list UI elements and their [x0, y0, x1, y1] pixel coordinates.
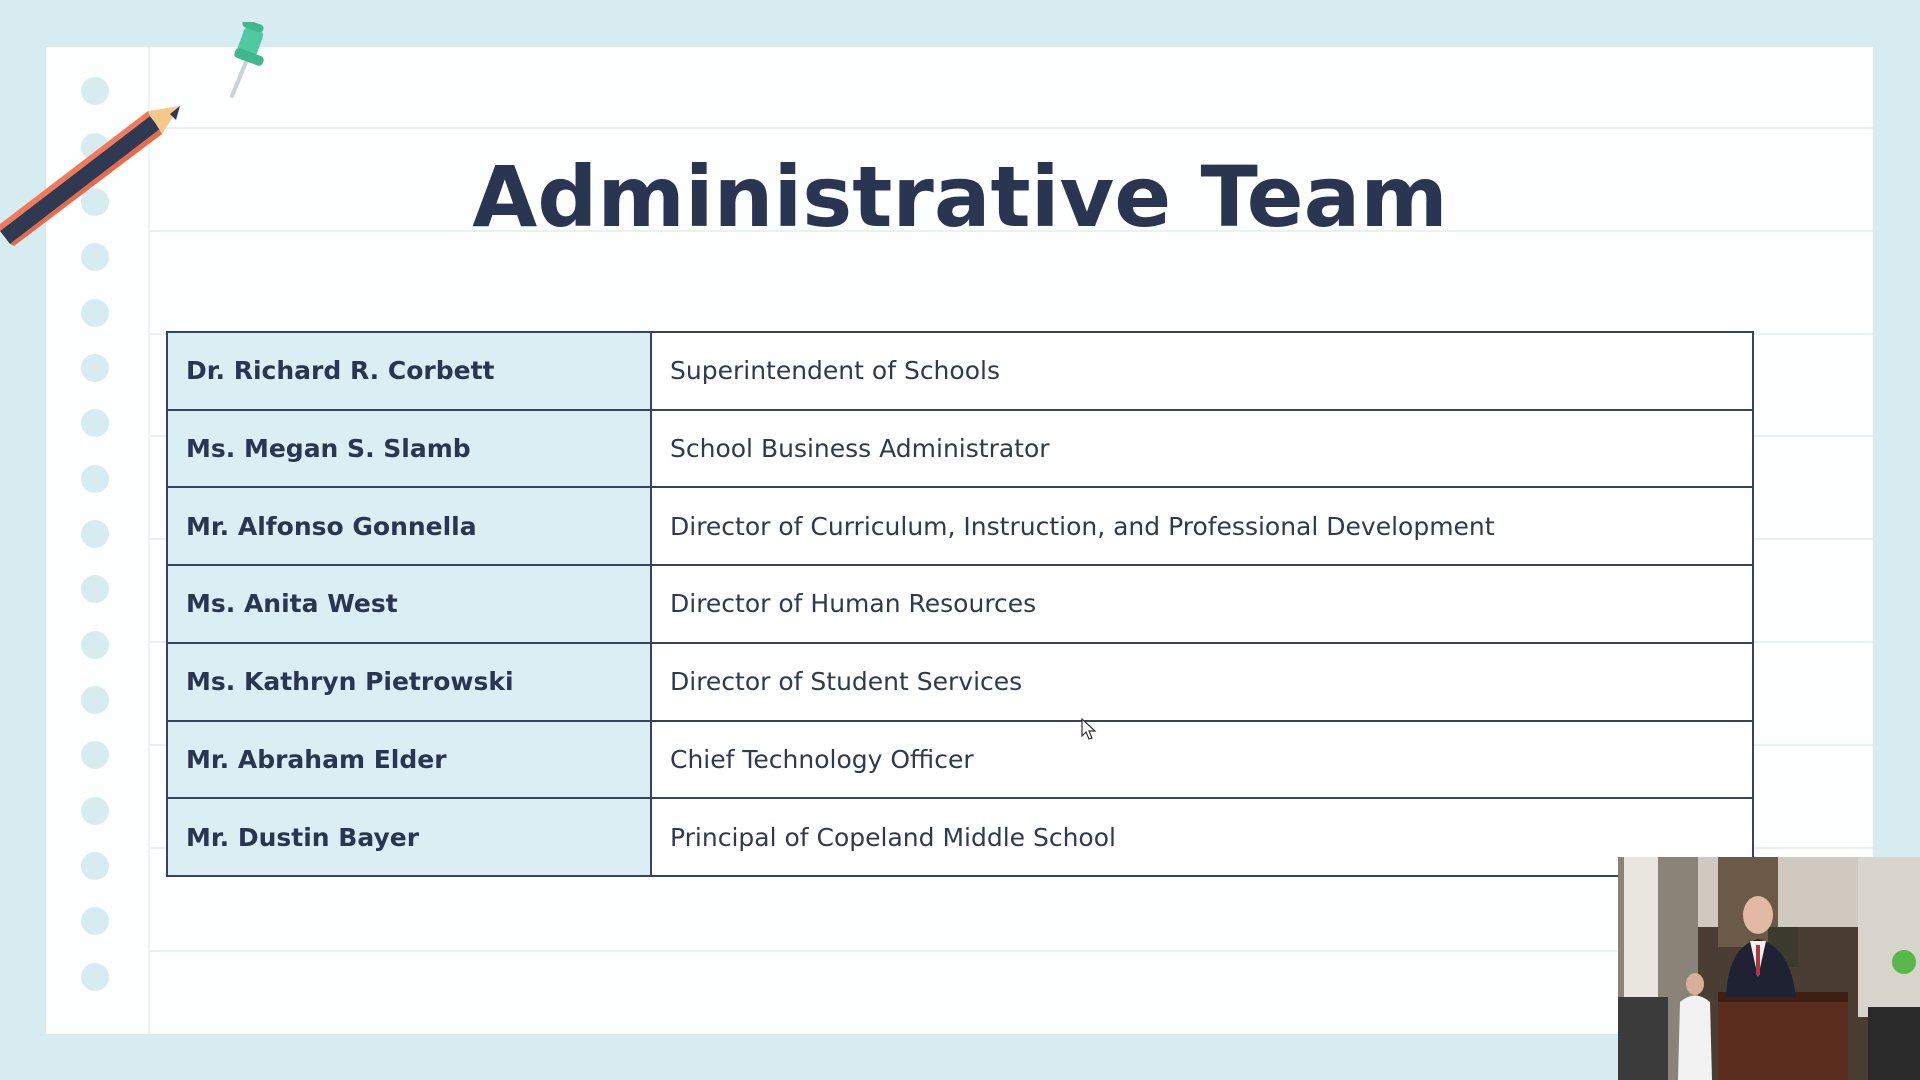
video-frame-image — [1618, 857, 1920, 1080]
binder-hole — [81, 465, 109, 493]
binder-hole — [81, 520, 109, 548]
table-row — [167, 565, 1753, 643]
binder-hole — [81, 354, 109, 382]
member-name: Mr. Dustin Bayer — [167, 798, 651, 876]
page-title: Administrative Team — [472, 148, 1448, 246]
member-role: Director of Curriculum, Instruction, and Professional Development — [651, 487, 1753, 565]
speaker-video-thumbnail[interactable] — [1618, 857, 1920, 1080]
member-name: Ms. Kathryn Pietrowski — [167, 643, 651, 721]
member-name: Ms. Anita West — [167, 565, 651, 643]
member-name: Ms. Megan S. Slamb — [167, 410, 651, 488]
table-row — [167, 798, 1753, 876]
binder-hole — [81, 575, 109, 603]
mouse-cursor-icon — [1081, 718, 1097, 742]
member-role: Director of Human Resources — [651, 565, 1753, 643]
ruled-line — [150, 950, 1873, 952]
table-row — [167, 410, 1753, 488]
binder-hole — [81, 852, 109, 880]
member-role: Principal of Copeland Middle School — [651, 798, 1753, 876]
administrative-team-table — [166, 331, 1754, 877]
pushpin-icon — [226, 22, 276, 102]
member-role: Director of Student Services — [651, 643, 1753, 721]
member-role: Superintendent of Schools — [651, 332, 1753, 410]
binder-hole — [81, 409, 109, 437]
binder-hole — [81, 243, 109, 271]
member-name: Dr. Richard R. Corbett — [167, 332, 651, 410]
member-name: Mr. Abraham Elder — [167, 721, 651, 799]
member-name: Mr. Alfonso Gonnella — [167, 487, 651, 565]
binder-hole — [81, 963, 109, 991]
binder-hole — [81, 907, 109, 935]
binder-hole — [81, 741, 109, 769]
ruled-line — [150, 127, 1873, 129]
table-row — [167, 721, 1753, 799]
member-role: Chief Technology Officer — [651, 721, 1753, 799]
table-row — [167, 643, 1753, 721]
binder-hole — [81, 631, 109, 659]
binder-hole — [81, 686, 109, 714]
table-row — [167, 332, 1753, 410]
table-row — [167, 487, 1753, 565]
binder-hole — [81, 797, 109, 825]
member-role: School Business Administrator — [651, 410, 1753, 488]
binder-hole — [81, 299, 109, 327]
